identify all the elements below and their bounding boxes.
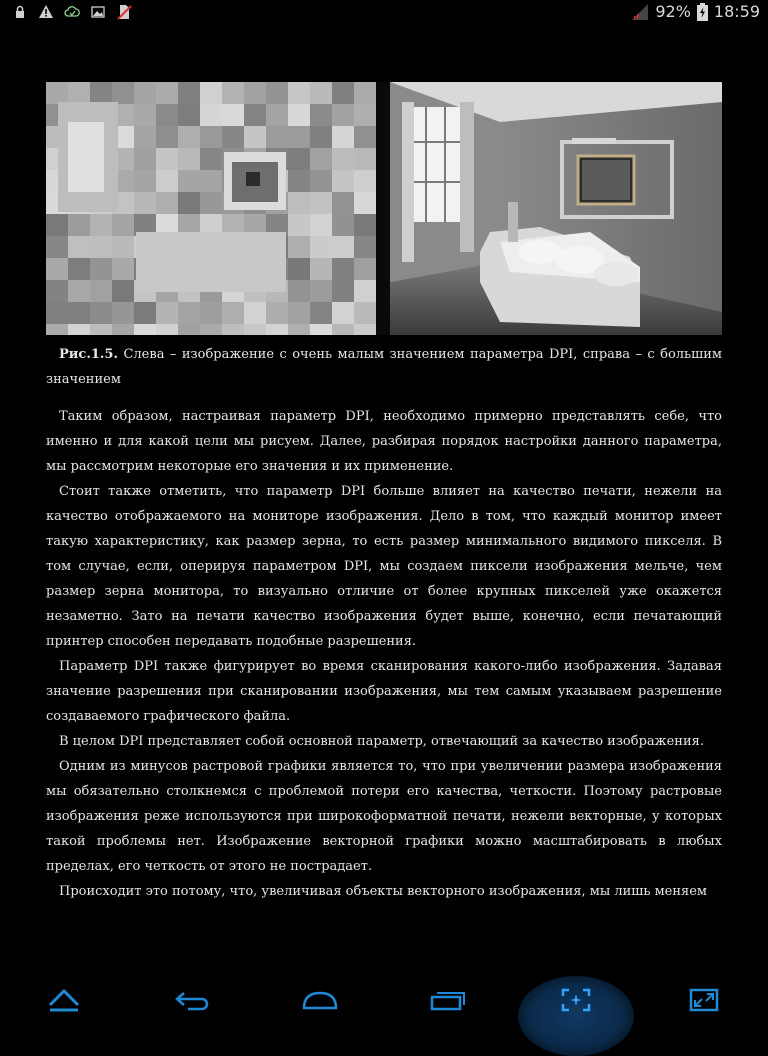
status-bar xyxy=(0,0,768,26)
recent-apps-icon xyxy=(429,988,467,1012)
paragraph: Одним из минусов растровой графики является то, что при увеличении размера изображения мы обязательно столкнемся с проблемой потери его качества, четкости. Поэтому растровые изображения реже используются при широкоформатной печати, нежели векторные, у которых такой проблемы нет. Изображение векторной графики можно масштабировать в любых пределах, его четкость от этого не пострадает. xyxy=(46,759,722,874)
status-indicators xyxy=(631,2,760,21)
clock: 18:59 xyxy=(713,2,760,21)
room-interior-image xyxy=(390,82,722,335)
battery-charging-icon xyxy=(697,3,708,21)
screenshot-icon xyxy=(561,988,591,1012)
back-icon xyxy=(174,989,210,1011)
figure-caption-text: Слева – изображение с очень малым значением параметра DPI, справа – с большим значением xyxy=(46,347,722,387)
home-up-icon xyxy=(47,987,81,1013)
paragraph: Происходит это потому, что, увеличивая объекты векторного изображения, мы лишь меняем xyxy=(59,884,708,899)
no-sim-icon xyxy=(116,4,132,20)
cloud-icon xyxy=(64,4,80,20)
notification-icons xyxy=(12,4,132,20)
paragraph: Стоит также отметить, что параметр DPI больше влияет на качество печати, нежели на качество отображаемого на мониторе изображения. Дело в том, что каждый монитор имеет такую характеристику, как размер зерна, то есть размер минимального видимого пикселя. В том случае, если, оперируя параметром DPI, мы создаем пиксели изображения мельче, чем размер зерна монитора, то визуально отличие от более крупных пикселей уже окажется незаметно. Зато на печати качество изображения будет выше, конечно, если печатающий принтер способен передавать подобные разрешения. xyxy=(46,484,722,649)
low-dpi-image xyxy=(46,82,376,335)
high-dpi-image xyxy=(390,82,722,335)
figure-label: Рис.1.5. xyxy=(59,347,119,362)
paragraph: Таким образом, настраивая параметр DPI, необходимо примерно представлять себе, что именно и для какой цели мы рисуем. Далее, разбирая порядок настройки данного параметра, мы рассмотрим некоторые его значения и их применение. xyxy=(46,409,722,474)
lock-icon xyxy=(12,4,28,20)
paragraph: Параметр DPI также фигурирует во время сканирования какого-либо изображения. Задавая значение разрешения при сканировании изображения, мы тем самым указываем разрешение создаваемого графического файла. xyxy=(46,659,722,724)
home-icon xyxy=(301,989,339,1011)
image-divider xyxy=(376,82,390,335)
battery-percent: 92% xyxy=(655,2,691,21)
paragraph: В целом DPI представляет собой основной параметр, отвечающий за качество изображения. xyxy=(59,734,704,749)
back-button[interactable] xyxy=(142,976,242,1024)
home-button[interactable] xyxy=(270,976,370,1024)
recent-apps-button[interactable] xyxy=(398,976,498,1024)
screenshot-button[interactable] xyxy=(526,976,626,1024)
figure-caption xyxy=(46,342,722,392)
home-up-button[interactable] xyxy=(14,976,114,1024)
window-resize-icon xyxy=(689,988,719,1012)
navigation-bar xyxy=(0,976,768,1024)
figure-image xyxy=(46,82,722,335)
book-page-text[interactable] xyxy=(46,404,722,904)
image-icon xyxy=(90,4,106,20)
pixelated-room-image xyxy=(46,82,376,335)
signal-icon xyxy=(631,3,649,21)
warning-icon xyxy=(38,4,54,20)
window-resize-button[interactable] xyxy=(654,976,754,1024)
